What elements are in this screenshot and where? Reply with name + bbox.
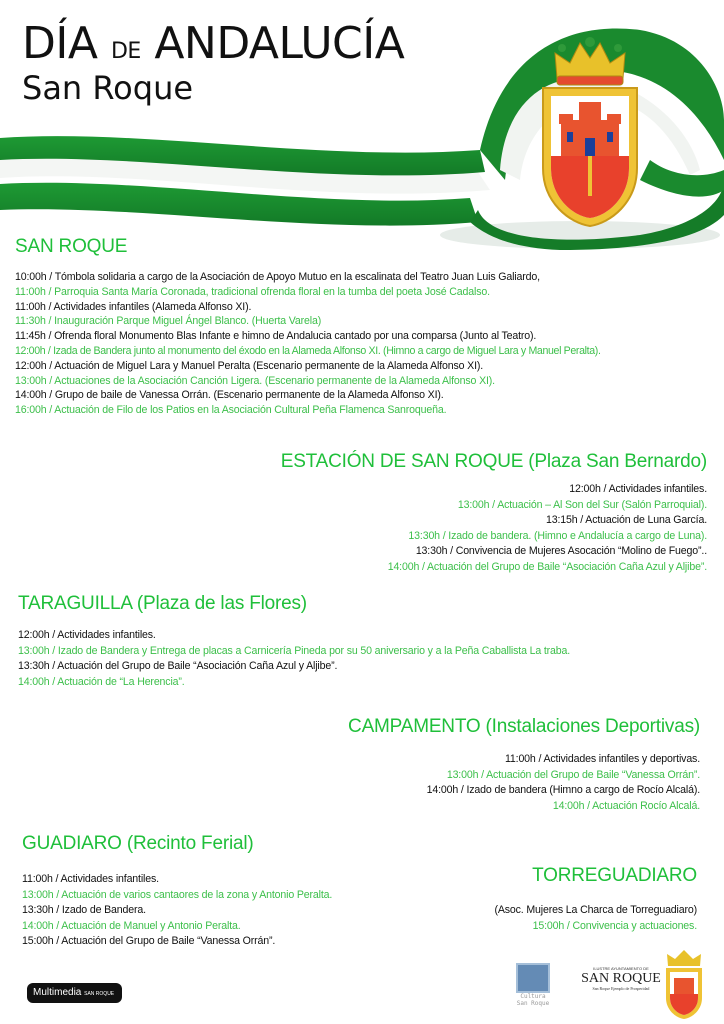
schedule-taraguilla [18,628,570,690]
schedule-item: 11:30h / Inauguración Parque Miguel Ángel Blanco. (Huerta Varela) [15,315,322,328]
schedule-item: 13:00h / Izado de Bandera y Entrega de placas a Carnicería Pineda por su 50 aniversario y a la Peña Caballista La traba. [18,644,571,657]
logo-text: SAN ROQUE [581,971,661,986]
schedule-item: 15:00h / Actuación del Grupo de Baile “Vanessa Orrán”. [22,935,276,948]
schedule-estacion [388,482,707,576]
schedule-item: 12:00h / Actividades infantiles. [569,483,707,495]
schedule-item: 11:00h / Actividades infantiles (Alameda Alfonso XI). [15,300,252,313]
page-subtitle: San Roque [22,69,194,107]
coat-of-arms-logo [535,28,645,228]
schedule-item: (Asoc. Mujeres La Charca de Torreguadiaro) [494,904,697,916]
multimedia-san-roque-logo [27,983,122,1019]
schedule-item: 13:15h / Actuación de Luna García. [546,514,707,527]
schedule-item: 14:00h / Actuación Rocío Alcalá. [552,799,700,812]
schedule-item: 15:00h / Convivencia y actuaciones. [532,919,697,932]
schedule-item: 13:00h / Actuación de varios cantaores de la zona y Antonio Peralta. [22,888,333,901]
logo-text: Cultura [520,993,546,1000]
schedule-item: 14:00h / Grupo de baile de Vanessa Orrán. (Escenario permanente de la Alameda Alfonso XI). [15,389,444,402]
schedule-item: 10:00h / Tómbola solidaria a cargo de la Asociación de Apoyo Mutuo en la escalinata del Teatro Juan Luis Galiardo, [15,271,540,283]
logo-subtext: SAN ROQUE [84,991,115,997]
schedule-item: 16:00h / Actuación de Filo de los Patios en la Asociación Cultural Peña Flamenca Sanroqueña. [15,404,447,417]
section-heading-guadiaro: GUADIARO (Recinto Ferial) [22,833,254,854]
swoosh-icon: ☵ [33,1008,42,1019]
logo-text: San Roque Ejemplo de Prosperidad [592,986,650,991]
schedule-item: 13:30h / Actuación del Grupo de Baile “Asociación Caña Azul y Aljibe”. [18,660,338,673]
schedule-item: 13:30h / Izado de Bandera. [22,904,146,917]
schedule-item: 14:00h / Actuación de Manuel y Antonio Peralta. [22,919,241,932]
ayuntamiento-logo [580,966,662,991]
schedule-item: 13:00h / Actuación – Al Son del Sur (Salón Parroquial). [457,498,707,511]
section-heading-estacion: ESTACIÓN DE SAN ROQUE (Plaza San Bernardo) [280,451,707,472]
logo-text: Multimedia [33,987,82,998]
schedule-item: 11:45h / Ofrenda floral Monumento Blas Infante e himno de Andalucia cantado por una comparsa (Junto al Teatro). [15,330,537,343]
schedule-item: 11:00h / Actividades infantiles. [22,873,159,885]
schedule-campamento [427,752,700,814]
schedule-torreguadiaro [494,903,697,934]
schedule-item: 14:00h / Actuación de “La Herencia”. [18,675,185,688]
small-coat-of-arms-icon [662,948,706,1020]
logo-text: San Roque [516,1000,550,1007]
schedule-item: 11:00h / Parroquia Santa María Coronada, tradicional ofrenda floral en la tumba del poeta José Cadalso. [15,285,490,298]
schedule-item: 13:00h / Actuaciones de la Asociación Canción Ligera. (Escenario permanente de la Alameda Alfonso XI). [15,374,495,387]
schedule-item: 12:00h / Izada de Bandera junto al monumento del éxodo en la Alameda Alfonso XI. (Himno a cargo de Miguel Lara y Manuel Peralta). [15,344,601,357]
logo-text: ILUSTRE AYUNTAMIENTO DE [593,966,649,971]
schedule-item: 13:30h / Convivencia de Mujeres Asocación “Molino de Fuego”.. [415,545,707,558]
schedule-item: 11:00h / Actividades infantiles y deportivas. [504,753,700,765]
schedule-item: 12:00h / Actividades infantiles. [18,629,156,641]
schedule-item: 14:00h / Actuación del Grupo de Baile “Asociación Caña Azul y Aljibe”. [387,560,707,573]
schedule-san-roque [15,270,601,418]
section-heading-campamento: CAMPAMENTO (Instalaciones Deportivas) [348,716,700,737]
title-word: DÍA [22,18,98,69]
schedule-guadiaro [22,872,332,950]
cultura-san-roque-logo [512,963,554,1019]
section-heading-san-roque: SAN ROQUE [15,236,128,257]
schedule-item: 13:30h / Izado de bandera. (Himno e Andalucía a cargo de Luna). [408,529,707,542]
title-word: ANDALUCÍA [154,18,405,69]
cultura-emblem-icon [516,963,550,993]
section-heading-torreguadiaro: TORREGUADIARO [532,865,697,886]
title-word: DE [110,39,141,64]
schedule-item: 13:00h / Actuación del Grupo de Baile “Vanessa Orrán”. [446,768,700,781]
schedule-item: 12:00h / Actuación de Miguel Lara y Manuel Peralta (Escenario permanente de la Alameda Alfonso XI). [15,359,484,372]
schedule-item: 14:00h / Izado de bandera (Himno a cargo de Rocío Alcalá). [426,784,700,797]
section-heading-taraguilla: TARAGUILLA (Plaza de las Flores) [18,593,307,614]
